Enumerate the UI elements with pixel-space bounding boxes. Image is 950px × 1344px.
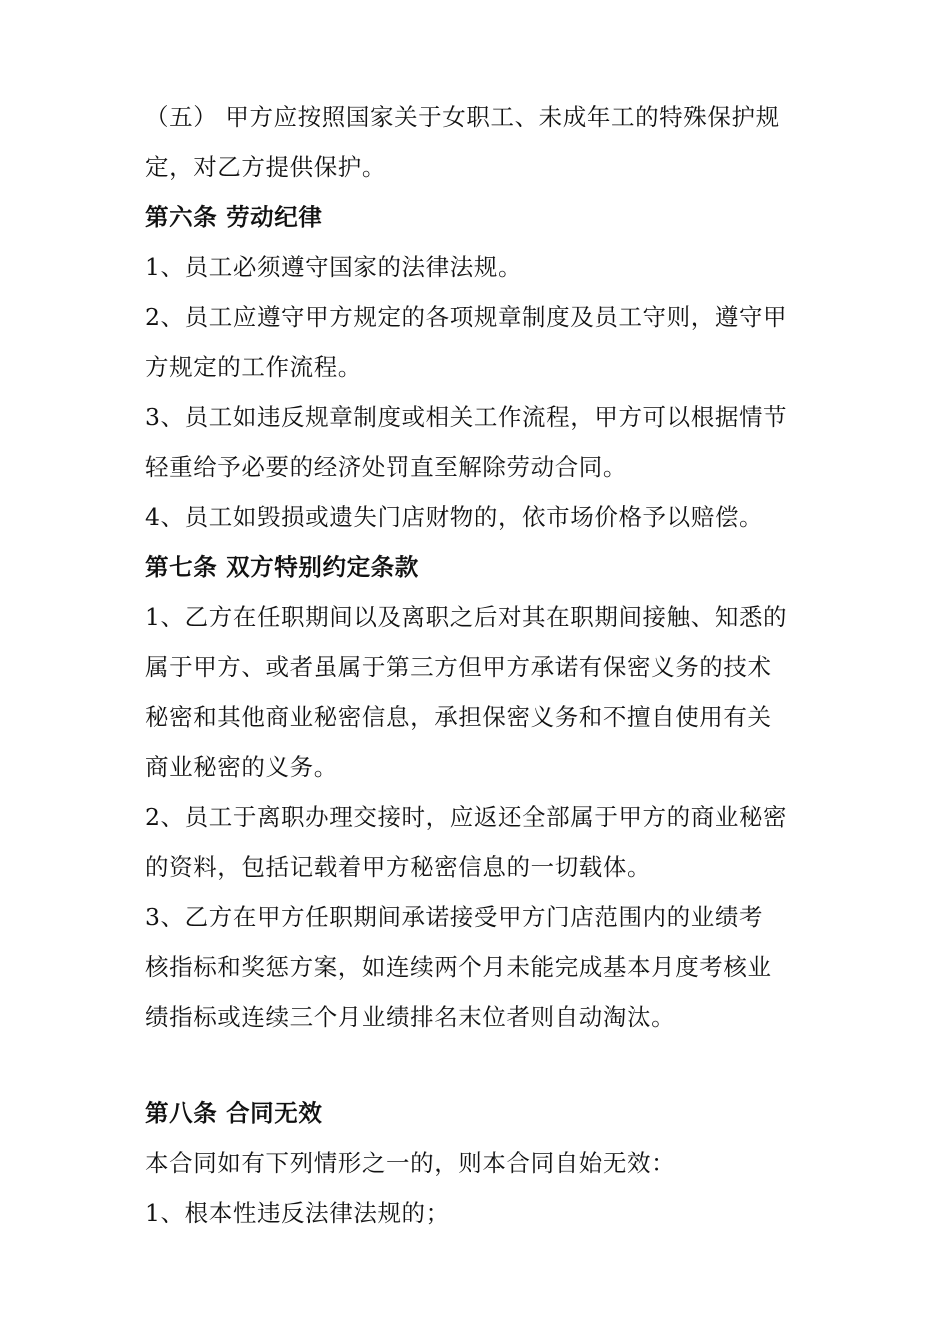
document-page [145, 92, 815, 1238]
paragraph-line: 属于甲方、或者虽属于第三方但甲方承诺有保密义务的技术 [145, 653, 772, 681]
paragraph-line: 方规定的工作流程。 [145, 353, 362, 381]
paragraph-line: 1、员工必须遵守国家的法律法规。 [145, 253, 523, 281]
paragraph-line: 绩指标或连续三个月业绩排名末位者则自动淘汰。 [145, 1003, 676, 1031]
section-heading-7: 第七条 双方特别约定条款 [145, 553, 419, 581]
paragraph-line: 2、员工应遵守甲方规定的各项规章制度及员工守则，遵守甲 [145, 303, 788, 331]
paragraph-line: 本合同如有下列情形之一的，则本合同自始无效： [145, 1149, 676, 1177]
paragraph-line: 2、员工于离职办理交接时，应返还全部属于甲方的商业秘密 [145, 803, 788, 831]
paragraph-line: 3、员工如违反规章制度或相关工作流程，甲方可以根据情节 [145, 403, 788, 431]
paragraph-line: 4、员工如毁损或遗失门店财物的，依市场价格予以赔偿。 [145, 503, 764, 531]
paragraph-line: 商业秘密的义务。 [145, 753, 338, 781]
section-heading-8: 第八条 合同无效 [145, 1099, 323, 1127]
paragraph-line: 轻重给予必要的经济处罚直至解除劳动合同。 [145, 453, 627, 481]
paragraph-line: 3、乙方在甲方任职期间承诺接受甲方门店范围内的业绩考 [145, 903, 764, 931]
paragraph-line: （五） 甲方应按照国家关于女职工、未成年工的特殊保护规 [145, 103, 780, 131]
section-heading-6: 第六条 劳动纪律 [145, 203, 323, 231]
paragraph-line: 1、根本性违反法律法规的； [145, 1199, 450, 1227]
blank-spacer [145, 1042, 815, 1088]
paragraph-line: 的资料，包括记载着甲方秘密信息的一切载体。 [145, 853, 652, 881]
paragraph-line: 核指标和奖惩方案，如连续两个月未能完成基本月度考核业 [145, 953, 772, 981]
paragraph-line: 定，对乙方提供保护。 [145, 153, 386, 181]
paragraph-line: 秘密和其他商业秘密信息，承担保密义务和不擅自使用有关 [145, 703, 772, 731]
paragraph-line: 1、乙方在任职期间以及离职之后对其在职期间接触、知悉的 [145, 603, 788, 631]
